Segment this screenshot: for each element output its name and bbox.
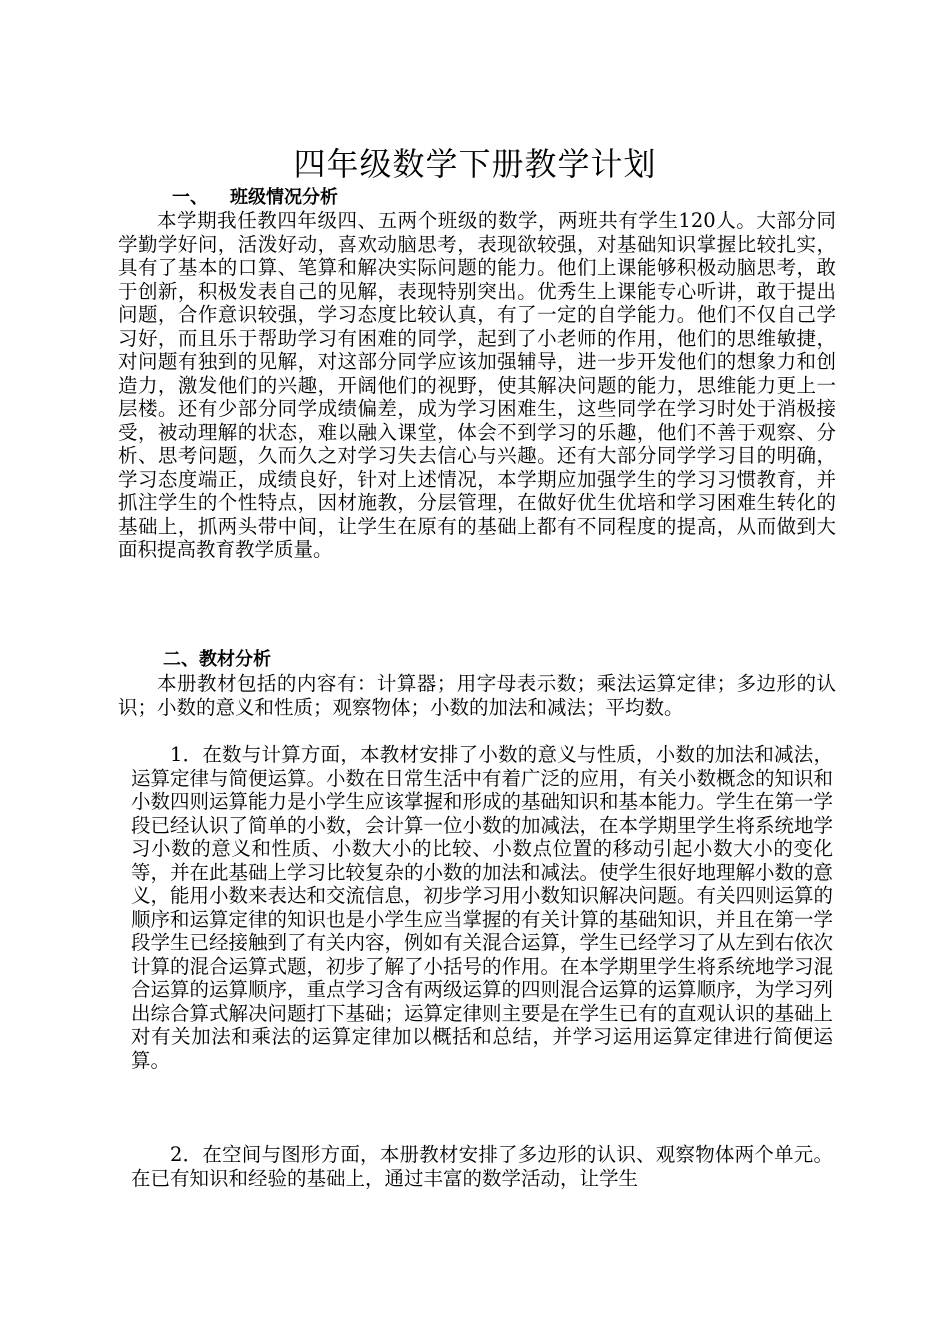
section-heading-class-analysis [172,186,338,210]
document-title: 四年级数学下册教学计划 [293,145,657,183]
numbers-calculation-paragraph: 1．在数与计算方面，本教材安排了小数的意义与性质，小数的加法和减法，运算定律与简便运算。小数在日常生活中有着广泛的应用，有关小数概念的知识和小数四则运算能力是小学生应该掌握和形成的基础知识和基本能力。学生在第一学段已经认识了简单的小数，会计算一位小数的加减法，在本学期里学生将系统地学习小数的意义和性质、小数大小的比较、小数点位置的移动引起小数大小的变化等，并在此基础上学习比较复杂的小数的加法和减法。使学生很好地理解小数的意义，能用小数来表达和交流信息，初步学习用小数知识解决问题。有关四则运算的顺序和运算定律的知识也是小学生应当掌握的有关计算的基础知识，并且在第一学段学生已经接触到了有关内容，例如有关混合运算，学生已经学习了从左到右依次计算的混合运算式题，初步了解了小括号的作用。在本学期里学生将系统地学习混合运算的运算顺序，重点学习含有两级运算的四则混合运算的运算顺序，为学习列出综合算式解决问题打下基础；运算定律则主要是在学生已有的直观认识的基础上对有关加法和乘法的运算定律加以概括和总结，并学习运用运算定律进行简便运算。 [131,743,834,1072]
space-shapes-paragraph: 2．在空间与图形方面，本册教材安排了多边形的认识、观察物体两个单元。在已有知识和经验的基础上，通过丰富的数学活动，让学生 [131,1143,833,1190]
section-number: 一、 [172,187,208,208]
class-analysis-paragraph: 本学期我任教四年级四、五两个班级的数学，两班共有学生120人。大部分同学勤学好问，活泼好动，喜欢动脑思考，表现欲较强，对基础知识掌握比较扎实，具有了基本的口算、笔算和解决实际问题的能力。他们上课能够积极动脑思考，敢于创新，积极发表自己的见解，表现特别突出。优秀生上课能专心听讲，敢于提出问题，合作意识较强，学习态度比较认真，有了一定的自学能力。他们不仅自己学习好，而且乐于帮助学习有困难的同学，起到了小老师的作用，他们的思维敏捷，对问题有独到的见解，对这部分同学应该加强辅导，进一步开发他们的想象力和创造力，激发他们的兴趣，开阔他们的视野，使其解决问题的能力，思维能力更上一层楼。还有少部分同学成绩偏差，成为学习困难生，这些同学在学习时处于消极接受，被动理解的状态，难以融入课堂，体会不到学习的乐趣，他们不善于观察、分析、思考问题，久而久之对学习失去信心与兴趣。还有大部分同学学习目的明确，学习态度端正，成绩良好，针对上述情况，本学期应加强学生的学习习惯教育，并抓注学生的个性特点，因材施教，分层管理，在做好优生优培和学习困难生转化的基础上，抓两头带中间，让学生在原有的基础上都有不同程度的提高，从而做到大面积提高教育教学质量。 [118,209,836,561]
textbook-intro-paragraph: 本册教材包括的内容有：计算器；用字母表示数；乘法运算定律；多边形的认识；小数的意义和性质；观察物体；小数的加法和减法；平均数。 [118,672,836,719]
section-heading-textbook-analysis: 二、教材分析 [163,649,271,670]
section-heading-text: 班级情况分析 [230,187,338,208]
